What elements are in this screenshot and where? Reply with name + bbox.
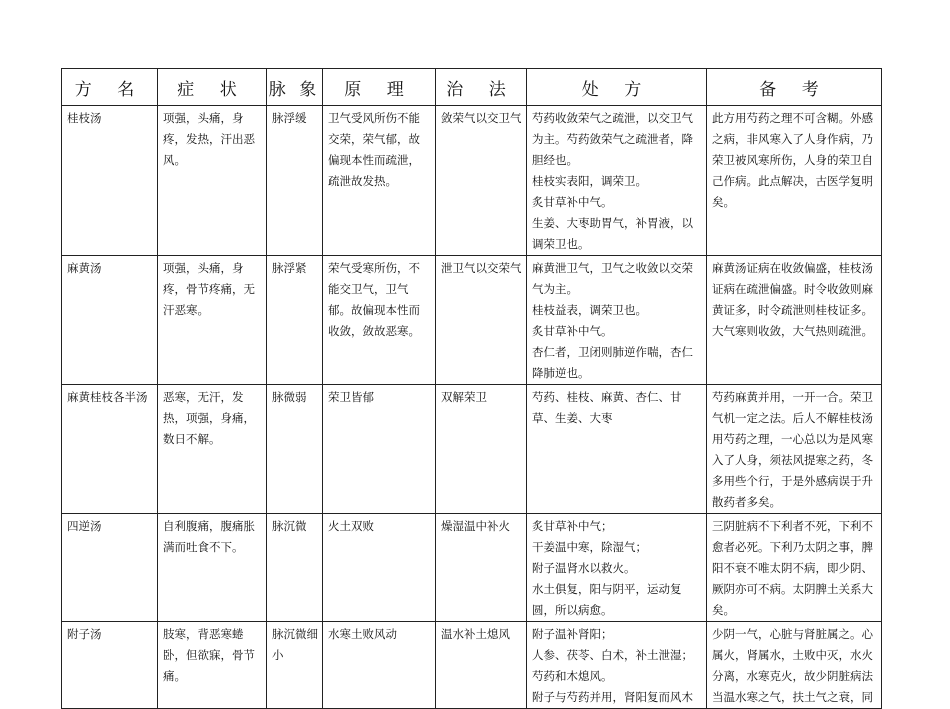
cell-treatment: [436, 622, 527, 709]
cell-principle: [323, 106, 436, 256]
header-notes: 备 考: [707, 69, 882, 106]
cell-symptoms: [158, 622, 267, 709]
cell-prescription: [527, 256, 707, 385]
header-principle: 原 理: [323, 69, 436, 106]
cell-pulse: [267, 256, 323, 385]
cell-principle: [323, 622, 436, 709]
cell-name: [62, 514, 158, 622]
symptoms-text: 项强，头痛，身疼，骨节疼痛，无汗恶寒。: [163, 261, 255, 317]
pulse-text: 脉浮缓: [272, 111, 307, 125]
cell-principle: [323, 514, 436, 622]
header-treatment: 治 法: [436, 69, 527, 106]
header-pulse: 脉 象: [267, 69, 323, 106]
prescription-table: [61, 68, 882, 709]
cell-name: [62, 106, 158, 256]
prescription-line: 生姜、大枣助胃气，补胃液，以调荣卫也。: [532, 216, 693, 251]
pulse-text: 脉沉微: [272, 519, 307, 533]
table-row: [62, 106, 882, 256]
cell-name: [62, 256, 158, 385]
treatment-text: 双解荣卫: [441, 390, 487, 404]
prescription-line: 芍药收敛荣气之疏泄，以交卫气为主。芍药敛荣气之疏泄者，降胆经也。: [532, 111, 693, 167]
table-row: [62, 385, 882, 514]
prescription-line: 杏仁者，卫闭则肺逆作喘，杏仁降肺逆也。: [532, 345, 693, 380]
notes-text: 三阴脏病不下利者不死，下利不愈者必死。下利乃太阴之事，脾阳不衰不唯太阴不病，即少阴、厥阴亦可不病。太阴脾土关系大矣。: [712, 519, 873, 617]
cell-treatment: [436, 385, 527, 514]
cell-symptoms: [158, 106, 267, 256]
cell-symptoms: [158, 256, 267, 385]
cell-symptoms: [158, 385, 267, 514]
cell-name: [62, 622, 158, 709]
header-symptoms: 症 状: [158, 69, 267, 106]
cell-treatment: [436, 514, 527, 622]
cell-prescription: [527, 622, 707, 709]
prescription-line: 芍药、桂枝、麻黄、杏仁、甘草、生姜、大枣: [532, 390, 682, 425]
formula-name: 附子汤: [67, 627, 102, 641]
table-row: [62, 514, 882, 622]
principle-text: 荣卫皆郁: [328, 390, 374, 404]
table-row: [62, 256, 882, 385]
table-row: [62, 622, 882, 709]
cell-treatment: [436, 106, 527, 256]
pulse-text: 脉浮紧: [272, 261, 307, 275]
prescription-line: 水土俱复，阳与阴平，运动复圆，所以病愈。: [532, 582, 682, 617]
prescription-line: 附子温补肾阳；: [532, 627, 613, 641]
cell-principle: [323, 385, 436, 514]
cell-pulse: [267, 622, 323, 709]
cell-notes: [707, 385, 882, 514]
notes-text: 麻黄汤证病在收敛偏盛，桂枝汤证病在疏泄偏盛。时令收敛则麻黄证多，时令疏泄则桂枝证多。大气寒则收敛，大气热则疏泄。: [712, 261, 873, 338]
formula-name: 桂枝汤: [67, 111, 102, 125]
cell-notes: [707, 256, 882, 385]
formula-name: 麻黄汤: [67, 261, 102, 275]
symptoms-text: 肢寒，背恶寒蜷卧，但欲寐，骨节痛。: [163, 627, 255, 683]
cell-pulse: [267, 514, 323, 622]
pulse-text: 脉沉微细小: [272, 627, 318, 662]
prescription-line: 炙甘草补中气。: [532, 195, 613, 209]
notes-text: 此方用芍药之理不可含糊。外感之病，非风寒入了人身作病，乃荣卫被风寒所伤，人身的荣卫自己作病。此点解决，古医学复明矣。: [712, 111, 873, 209]
prescription-line: 炙甘草补中气；: [532, 519, 613, 533]
treatment-text: 敛荣气以交卫气: [441, 111, 522, 125]
cell-prescription: [527, 106, 707, 256]
symptoms-text: 项强，头痛，身疼，发热，汗出恶风。: [163, 111, 255, 167]
cell-treatment: [436, 256, 527, 385]
cell-notes: [707, 106, 882, 256]
cell-notes: [707, 514, 882, 622]
prescription-line: 人参、茯苓、白术，补土泄湿；: [532, 648, 693, 662]
header-row: [62, 69, 882, 106]
symptoms-text: 自利腹痛，腹痛胀满而吐食不下。: [163, 519, 255, 554]
principle-text: 火土双败: [328, 519, 374, 533]
cell-pulse: [267, 106, 323, 256]
notes-text: 芍药麻黄并用，一开一合。荣卫气机一定之法。后人不解桂枝汤用芍药之理，一心总以为是风寒入了人身，须祛风提寒之药，冬多用些个行，于是外感病误于升散药者多矣。: [712, 390, 873, 509]
cell-principle: [323, 256, 436, 385]
principle-text: 荣气受寒所伤，不能交卫气，卫气郁。故偏现本性而收敛，敛故恶寒。: [328, 261, 420, 338]
symptoms-text: 恶寒，无汗，发热，项强，身痛，数日不解。: [163, 390, 255, 446]
cell-prescription: [527, 385, 707, 514]
pulse-text: 脉微弱: [272, 390, 307, 404]
header-name: 方 名: [62, 69, 158, 106]
prescription-line: 附子与芍药并用，肾阳复而风木: [532, 690, 693, 704]
treatment-text: 泄卫气以交荣气: [441, 261, 522, 275]
principle-text: 水寒土败风动: [328, 627, 397, 641]
cell-notes: [707, 622, 882, 709]
prescription-line: 附子温肾水以救火。: [532, 561, 636, 575]
prescription-line: 炙甘草补中气。: [532, 324, 613, 338]
cell-symptoms: [158, 514, 267, 622]
notes-text: 少阴一气，心脏与肾脏属之。心属火，肾属水，土败中灭，水火分离，水寒克火，故少阴脏病法当温水寒之气，扶土气之衰，同: [712, 627, 873, 704]
prescription-line: 芍药和木熄风。: [532, 669, 613, 683]
formula-name: 麻黄桂枝各半汤: [67, 390, 148, 404]
prescription-line: 桂枝实表阳，调荣卫。: [532, 174, 647, 188]
cell-pulse: [267, 385, 323, 514]
formula-name: 四逆汤: [67, 519, 102, 533]
treatment-text: 温水补土熄风: [441, 627, 510, 641]
cell-prescription: [527, 514, 707, 622]
cell-name: [62, 385, 158, 514]
prescription-line: 麻黄泄卫气，卫气之收敛以交荣气为主。: [532, 261, 693, 296]
prescription-line: 桂枝益表，调荣卫也。: [532, 303, 647, 317]
header-prescription: 处 方: [527, 69, 707, 106]
principle-text: 卫气受风所伤不能交荣，荣气郁，故偏现本性而疏泄，疏泄故发热。: [328, 111, 420, 188]
treatment-text: 燥湿温中补火: [441, 519, 510, 533]
prescription-line: 干姜温中寒，除湿气；: [532, 540, 647, 554]
